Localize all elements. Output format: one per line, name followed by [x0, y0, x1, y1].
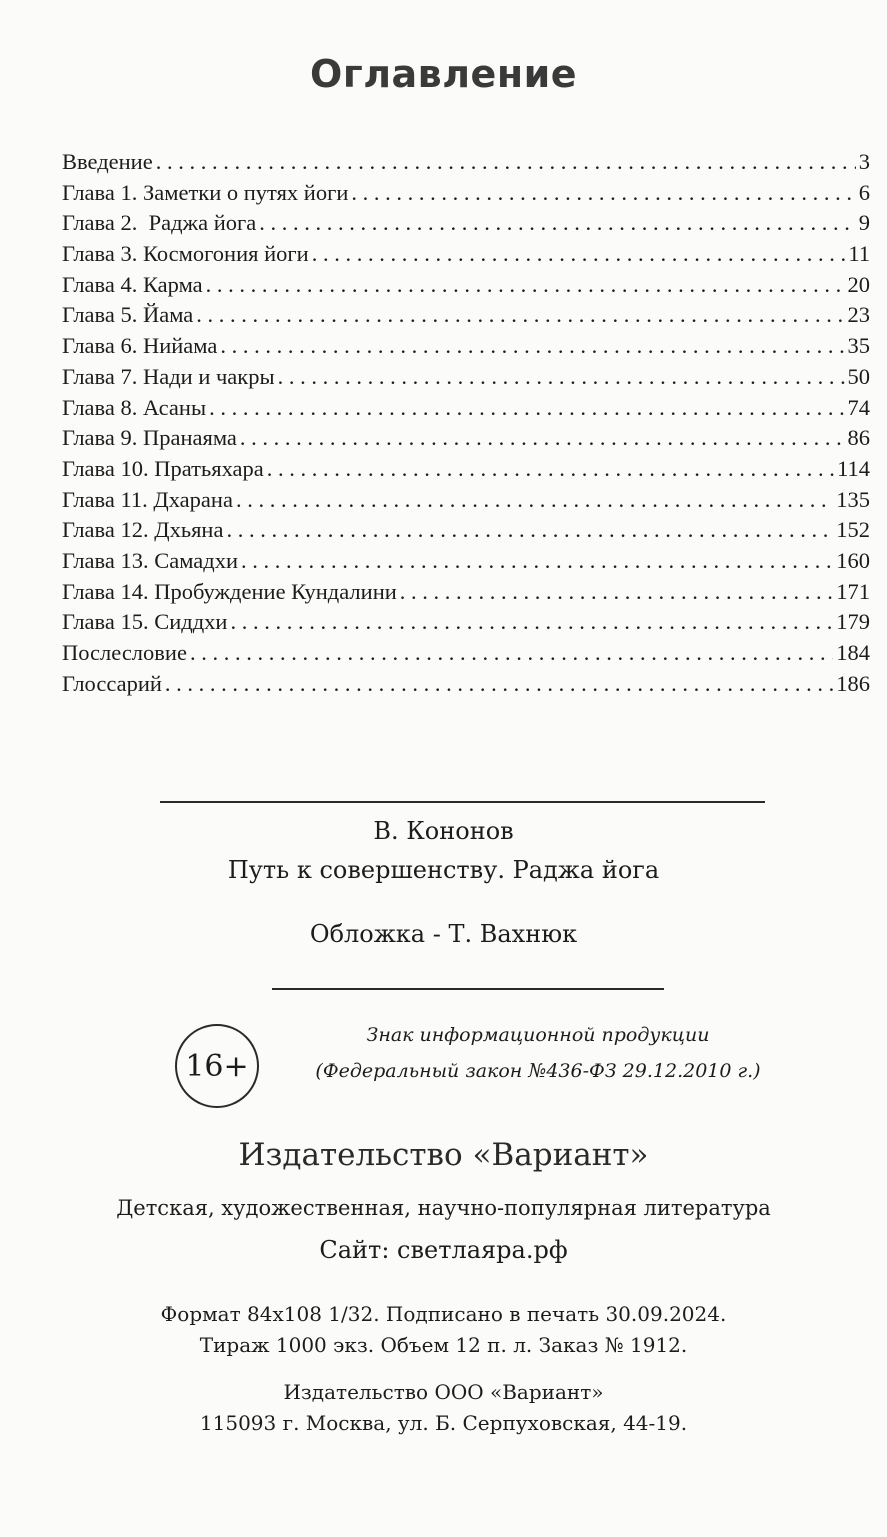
toc-entry [62, 147, 870, 178]
toc-entry [62, 607, 870, 638]
toc-entry-label: Глава 5. Йама [62, 302, 194, 328]
toc-leader-dots [209, 393, 844, 424]
toc-entry-label: Введение [62, 149, 153, 174]
toc-entry-page: 160 [836, 547, 870, 573]
toc-entry-label: Глава 13. Самадхи [62, 547, 239, 573]
toc-entry [62, 454, 870, 485]
toc-entry-page: 186 [836, 670, 870, 696]
toc-entry [62, 515, 870, 546]
toc-entry-label: Глава 4. Карма [62, 271, 203, 297]
toc-leader-dots [226, 515, 833, 546]
toc-entry [62, 546, 870, 577]
publisher-address: 115093 г. Москва, ул. Б. Серпуховская, 44-19. [199, 1411, 688, 1435]
toc-entry [62, 638, 870, 669]
toc-entry-page: 35 [847, 333, 870, 359]
toc-entry [62, 270, 870, 301]
toc-entry [62, 208, 870, 239]
toc-entry-page: 135 [836, 486, 870, 512]
toc-leader-dots [312, 239, 846, 270]
toc-entry-label: Глава 12. Дхьяна [62, 517, 224, 543]
toc-entry-label: Глава 3. Космогония йоги [62, 241, 309, 267]
toc-leader-dots [190, 638, 833, 669]
toc-entry-label: Глава 9. Пранаяма [62, 425, 237, 451]
author-name: В. Кононов [373, 817, 514, 845]
publisher-name: Издательство «Вариант» [238, 1137, 649, 1173]
toc-entry-page: 179 [836, 609, 870, 635]
toc-title: Оглавление [310, 52, 577, 96]
toc-leader-dots [240, 423, 845, 454]
divider-line [272, 988, 664, 990]
toc-entry-label: Глоссарий [62, 670, 162, 696]
toc-entry-page: 152 [836, 517, 870, 543]
toc-list [62, 147, 870, 699]
divider-line [160, 801, 765, 803]
age-rating-badge: 16+ [175, 1024, 259, 1108]
toc-entry-page: 184 [836, 640, 870, 665]
toc-entry [62, 577, 870, 608]
toc-leader-dots [230, 607, 833, 638]
toc-entry-label: Глава 2. Раджа йога [62, 210, 257, 236]
toc-entry-label: Глава 8. Асаны [62, 394, 207, 420]
toc-entry-page: 11 [848, 241, 870, 267]
book-title: Путь к совершенству. Раджа йога [227, 856, 660, 884]
print-format: Формат 84x108 1/32. Подписано в печать 30.09.2024. [160, 1302, 727, 1326]
toc-entry-page: 50 [847, 363, 870, 389]
toc-entry [62, 362, 870, 393]
toc-leader-dots [206, 270, 845, 301]
toc-entry-page: 9 [858, 210, 870, 236]
toc-leader-dots [220, 331, 844, 362]
toc-entry-page: 23 [847, 302, 870, 328]
toc-entry [62, 485, 870, 516]
toc-leader-dots [241, 546, 833, 577]
toc-entry-page: 6 [858, 179, 870, 205]
toc-entry [62, 239, 870, 270]
cover-credit: Обложка - Т. Вахнюк [309, 920, 578, 948]
toc-entry-page: 114 [837, 455, 870, 481]
toc-entry [62, 669, 870, 700]
toc-entry-page: 86 [847, 425, 870, 451]
toc-entry [62, 423, 870, 454]
toc-leader-dots [236, 485, 833, 516]
toc-leader-dots [156, 147, 856, 178]
toc-leader-dots [259, 208, 856, 239]
toc-entry-label: Глава 10. Пратьяхара [62, 455, 264, 481]
publisher-legal-name: Издательство ООО «Вариант» [283, 1380, 604, 1404]
info-sign-law: (Федеральный закон №436-ФЗ 29.12.2010 г.) [315, 1060, 761, 1082]
toc-entry [62, 393, 870, 424]
toc-leader-dots [267, 454, 834, 485]
toc-leader-dots [351, 178, 855, 209]
toc-entry-label: Глава 1. Заметки о путях йоги [62, 179, 349, 205]
toc-entry-label: Послесловие [62, 640, 187, 665]
toc-leader-dots [165, 669, 833, 700]
toc-entry-label: Глава 6. Нийама [62, 333, 218, 359]
toc-entry-label: Глава 7. Нади и чакры [62, 363, 275, 389]
toc-entry-page: 20 [847, 271, 870, 297]
toc-leader-dots [278, 362, 845, 393]
info-sign-label: Знак информационной продукции [366, 1024, 710, 1046]
publisher-site: Сайт: светлаяра.рф [319, 1236, 568, 1264]
toc-entry-page: 171 [836, 578, 870, 604]
toc-entry-page: 74 [847, 394, 870, 420]
toc-entry-label: Глава 15. Сиддхи [62, 609, 228, 635]
print-run: Тираж 1000 экз. Объем 12 п. л. Заказ № 1912. [199, 1333, 688, 1357]
publisher-genres: Детская, художественная, научно-популярная литература [116, 1196, 771, 1220]
toc-entry [62, 331, 870, 362]
toc-leader-dots [196, 300, 844, 331]
toc-leader-dots [400, 577, 833, 608]
toc-entry-label: Глава 11. Дхарана [62, 486, 233, 512]
toc-entry [62, 300, 870, 331]
toc-entry-page: 3 [858, 149, 870, 174]
toc-entry-label: Глава 14. Пробуждение Кундалини [62, 578, 397, 604]
toc-entry [62, 178, 870, 209]
